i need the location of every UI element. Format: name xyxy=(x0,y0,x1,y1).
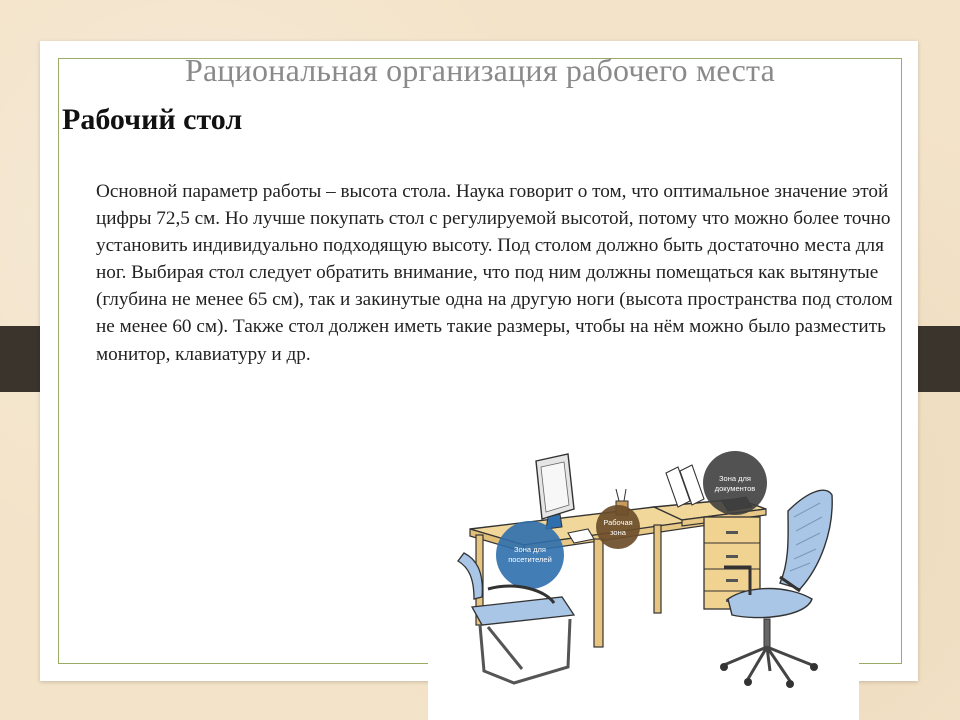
zone-documents-label-2: документов xyxy=(714,484,756,493)
workplace-illustration-svg xyxy=(428,421,859,720)
slide-subtitle: Рабочий стол xyxy=(62,103,243,136)
slide-body-text: Основной параметр работы – высота стола. Наука говорит о том, что оптимальное значение этой цифры 72,5 см. Но лучше покупать стол с регулируемой высотой, потому что можно более точно установить индивидуально подходящую высоту. Под столом должно быть достаточно места для ног. Выбирая стол следует обратить внимание, что под ним должны помещаться как вытянутые (глубина не менее 65 см), так и закинутые одна на другую ноги (высота пространства под столом не менее 60 см). Также стол должен иметь такие размеры, чтобы на нём можно было разместить монитор, клавиатуру и др. xyxy=(96,181,893,365)
workplace-illustration xyxy=(428,421,859,720)
desk-leg xyxy=(654,525,661,613)
zone-work-label-2: зона xyxy=(610,528,626,537)
desk-leg xyxy=(594,539,603,647)
zone-visitors-label-1: Зона для xyxy=(514,545,546,554)
zone-visitors-label-2: посетителей xyxy=(508,555,552,564)
zone-work-marker xyxy=(596,505,640,549)
slide-title: Рациональная организация рабочего места xyxy=(185,52,775,88)
zone-documents-label-1: Зона для xyxy=(719,474,751,483)
zone-work-label-1: Рабочая xyxy=(603,518,633,527)
zone-documents-marker xyxy=(703,451,767,515)
